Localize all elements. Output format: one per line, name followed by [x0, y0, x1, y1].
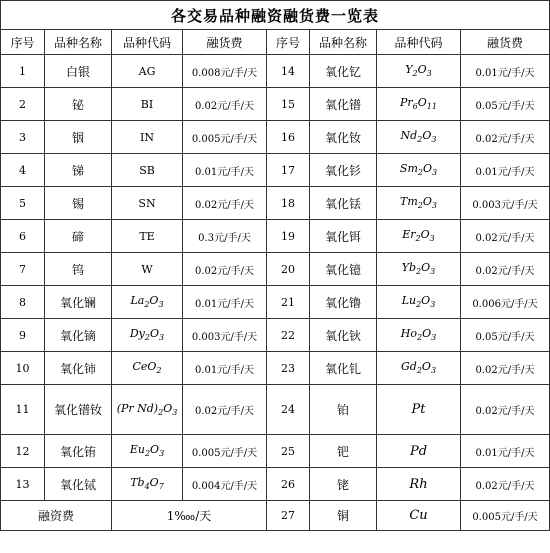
product-code: SB [112, 154, 183, 187]
table-title: 各交易品种融资融货费一览表 [1, 1, 550, 30]
financing-fee-label: 融资费 [1, 501, 112, 531]
product-code: Pd [377, 435, 461, 468]
product-name: 锡 [45, 187, 112, 220]
product-code: $La_2O_3$ [112, 286, 183, 319]
product-code: CeO$_2$ [112, 352, 183, 385]
lending-fee: 0.02元/手/天 [183, 385, 267, 435]
lending-fee: 0.01元/手/天 [183, 154, 267, 187]
lending-fee: 0.01元/手/天 [461, 55, 550, 88]
header-row [1, 30, 550, 55]
product-code: $Tm_2O_3$ [377, 187, 461, 220]
product-code: $Er_2O_3$ [377, 220, 461, 253]
lending-fee: 0.02元/手/天 [461, 385, 550, 435]
lending-fee: 0.005元/手/天 [183, 435, 267, 468]
col-header: 品种名称 [310, 30, 377, 55]
lending-fee: 0.02元/手/天 [461, 253, 550, 286]
row-number: 24 [267, 385, 310, 435]
row-number: 2 [1, 88, 45, 121]
table-row [1, 286, 550, 319]
product-name: 铜 [310, 501, 377, 531]
product-name: 氧化镱 [310, 253, 377, 286]
product-code: $Pr_6O_{11}$ [377, 88, 461, 121]
row-number: 16 [267, 121, 310, 154]
row-number: 14 [267, 55, 310, 88]
table-row [1, 253, 550, 286]
product-code: BI [112, 88, 183, 121]
footer-row [1, 501, 550, 531]
lending-fee: 0.01元/手/天 [461, 154, 550, 187]
financing-fee-value: 1‱/天 [112, 501, 267, 531]
row-number: 4 [1, 154, 45, 187]
product-code: $Dy_2O_3$ [112, 319, 183, 352]
product-name: 氧化铒 [310, 220, 377, 253]
table-row [1, 154, 550, 187]
table-row [1, 187, 550, 220]
product-code: (Pr $Nd)_2O_3$ [112, 385, 183, 435]
product-name: 钨 [45, 253, 112, 286]
row-number: 8 [1, 286, 45, 319]
product-code: Rh [377, 468, 461, 501]
product-code: $Nd_2O_3$ [377, 121, 461, 154]
product-name: 氧化钆 [310, 352, 377, 385]
row-number: 26 [267, 468, 310, 501]
row-number: 18 [267, 187, 310, 220]
col-header: 品种代码 [112, 30, 183, 55]
product-code: $Yb_2O_3$ [377, 253, 461, 286]
row-number: 20 [267, 253, 310, 286]
lending-fee: 0.004元/手/天 [183, 468, 267, 501]
product-name: 氧化钐 [310, 154, 377, 187]
product-name: 铋 [45, 88, 112, 121]
product-name: 氧化钕 [310, 121, 377, 154]
product-code: $Tb_4O_7$ [112, 468, 183, 501]
row-number: 17 [267, 154, 310, 187]
row-number: 9 [1, 319, 45, 352]
lending-fee: 0.01元/手/天 [183, 352, 267, 385]
product-code: $Y_2O_3$ [377, 55, 461, 88]
product-name: 氧化镧 [45, 286, 112, 319]
row-number: 27 [267, 501, 310, 531]
row-number: 15 [267, 88, 310, 121]
col-header: 融货费 [183, 30, 267, 55]
lending-fee: 0.006元/手/天 [461, 286, 550, 319]
row-number: 22 [267, 319, 310, 352]
product-name: 氧化铕 [45, 435, 112, 468]
row-number: 6 [1, 220, 45, 253]
row-number: 1 [1, 55, 45, 88]
row-number: 21 [267, 286, 310, 319]
product-code: AG [112, 55, 183, 88]
row-number: 5 [1, 187, 45, 220]
table-row [1, 319, 550, 352]
product-name: 碲 [45, 220, 112, 253]
table-row [1, 468, 550, 501]
lending-fee: 0.003元/手/天 [461, 187, 550, 220]
row-number: 19 [267, 220, 310, 253]
col-header: 品种名称 [45, 30, 112, 55]
row-number: 13 [1, 468, 45, 501]
table-row [1, 385, 550, 435]
product-code: Pt [377, 385, 461, 435]
row-number: 12 [1, 435, 45, 468]
product-code: W [112, 253, 183, 286]
product-name: 锑 [45, 154, 112, 187]
product-name: 氧化铽 [45, 468, 112, 501]
lending-fee: 0.02元/手/天 [183, 88, 267, 121]
row-number: 10 [1, 352, 45, 385]
col-header: 序号 [1, 30, 45, 55]
product-code: IN [112, 121, 183, 154]
table-row [1, 55, 550, 88]
product-name: 氧化铈 [45, 352, 112, 385]
product-name: 氧化镥 [310, 286, 377, 319]
col-header: 品种代码 [377, 30, 461, 55]
lending-fee: 0.05元/手/天 [461, 88, 550, 121]
product-name: 氧化钬 [310, 319, 377, 352]
row-number: 23 [267, 352, 310, 385]
product-name: 氧化镨钕 [45, 385, 112, 435]
lending-fee: 0.02元/手/天 [461, 220, 550, 253]
table-row [1, 88, 550, 121]
row-number: 7 [1, 253, 45, 286]
row-number: 11 [1, 385, 45, 435]
lending-fee: 0.01元/手/天 [461, 435, 550, 468]
row-number: 3 [1, 121, 45, 154]
lending-fee: 0.008元/手/天 [183, 55, 267, 88]
col-header: 融货费 [461, 30, 550, 55]
lending-fee: 0.02元/手/天 [461, 121, 550, 154]
table-row [1, 352, 550, 385]
row-number: 25 [267, 435, 310, 468]
product-code: $Ho_2O_3$ [377, 319, 461, 352]
product-name: 铟 [45, 121, 112, 154]
table-row [1, 435, 550, 468]
lending-fee: 0.01元/手/天 [183, 286, 267, 319]
product-name: 钯 [310, 435, 377, 468]
table-body [1, 55, 550, 501]
product-code: TE [112, 220, 183, 253]
table-row [1, 220, 550, 253]
lending-fee: 0.02元/手/天 [183, 253, 267, 286]
table-row [1, 121, 550, 154]
col-header: 序号 [267, 30, 310, 55]
lending-fee: 0.02元/手/天 [461, 352, 550, 385]
lending-fee: 0.005元/手/天 [183, 121, 267, 154]
product-name: 铂 [310, 385, 377, 435]
product-name: 氧化钇 [310, 55, 377, 88]
product-code: SN [112, 187, 183, 220]
product-name: 氧化镨 [310, 88, 377, 121]
lending-fee: 0.02元/手/天 [183, 187, 267, 220]
product-code: $Sm_2O_3$ [377, 154, 461, 187]
product-code: Cu [377, 501, 461, 531]
product-code: $Gd_2O_3$ [377, 352, 461, 385]
product-name: 铑 [310, 468, 377, 501]
lending-fee: 0.003元/手/天 [183, 319, 267, 352]
lending-fee: 0.02元/手/天 [461, 468, 550, 501]
product-code: $Eu_2O_3$ [112, 435, 183, 468]
product-name: 氧化铥 [310, 187, 377, 220]
lending-fee: 0.05元/手/天 [461, 319, 550, 352]
product-code: $Lu_2O_3$ [377, 286, 461, 319]
product-name: 氧化镝 [45, 319, 112, 352]
lending-fee: 0.3元/手/天 [183, 220, 267, 253]
product-name: 白银 [45, 55, 112, 88]
lending-fee: 0.005元/手/天 [461, 501, 550, 531]
